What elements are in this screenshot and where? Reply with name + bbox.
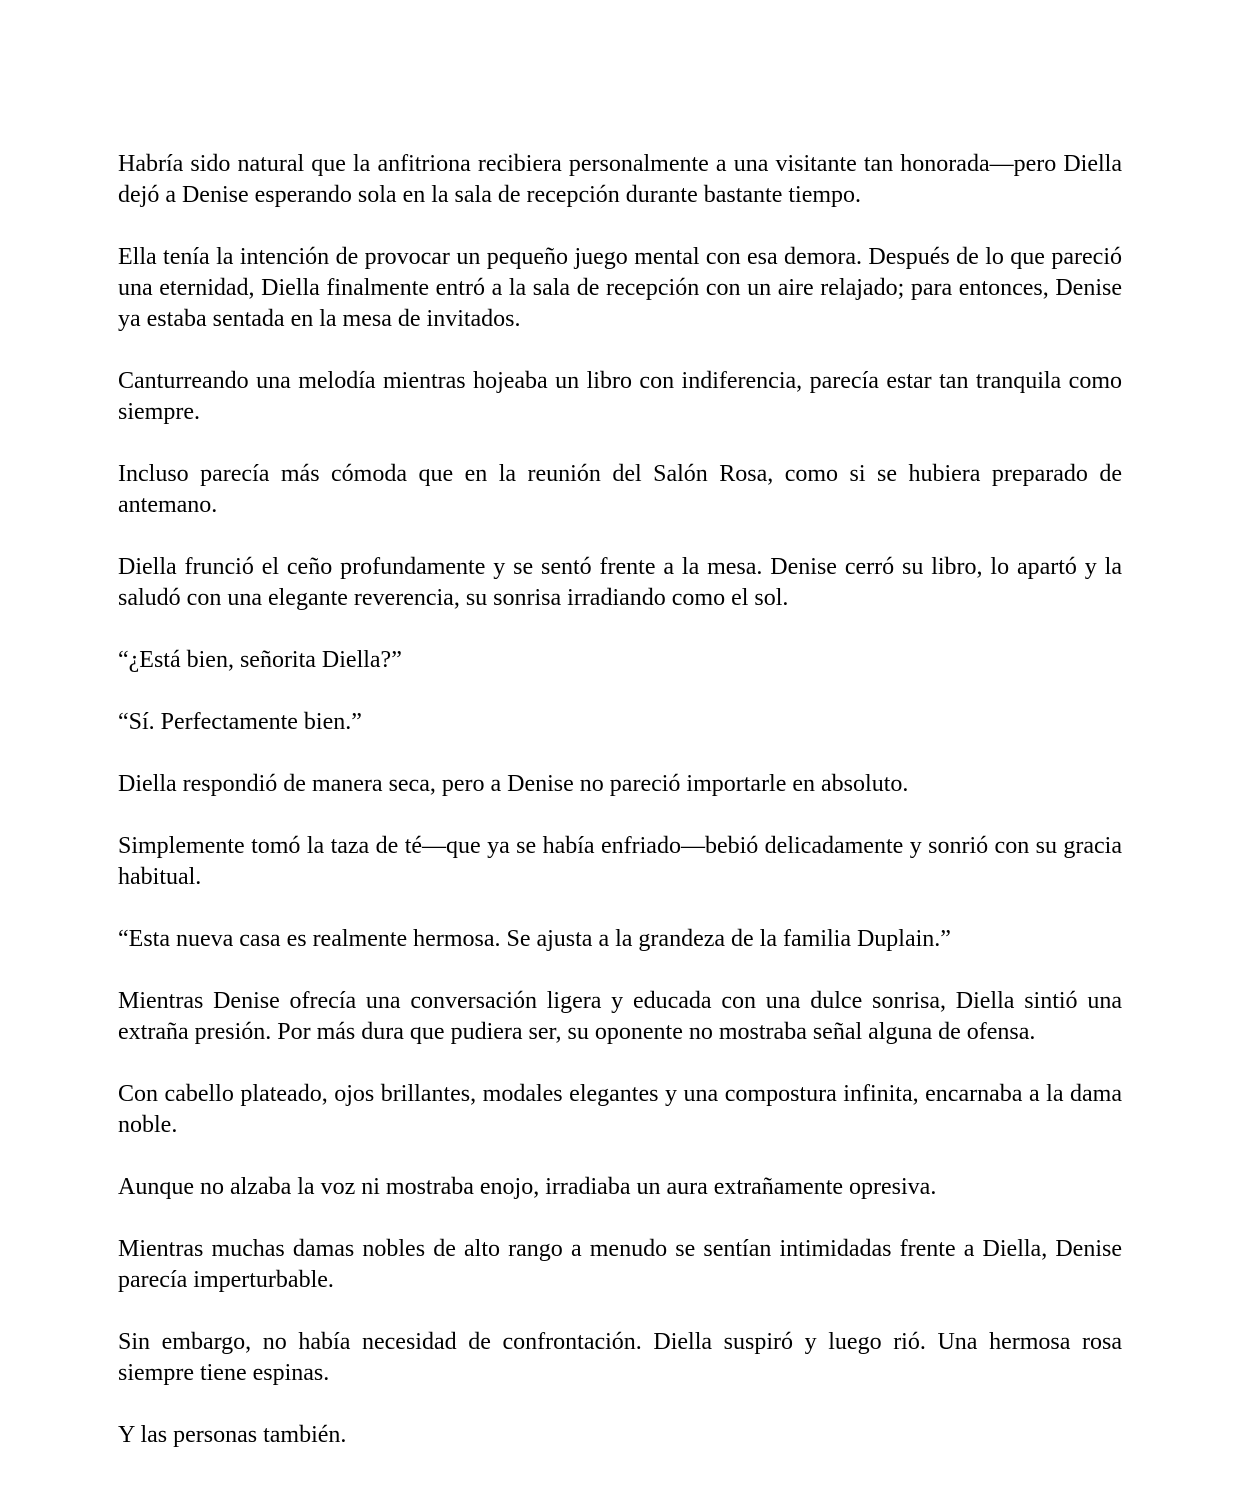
paragraph: Habría sido natural que la anfitriona recibiera personalmente a una visitante tan honorada—pero Diella dejó a Denise esperando sola en la sala de recepción durante bastante tiempo. bbox=[118, 151, 1122, 208]
paragraph: Diella respondió de manera seca, pero a Denise no pareció importarle en absoluto. bbox=[118, 771, 909, 797]
paragraph: Con cabello plateado, ojos brillantes, modales elegantes y una compostura infinita, encarnaba a la dama noble. bbox=[118, 1081, 1122, 1138]
paragraph: Y las personas también. bbox=[118, 1422, 347, 1448]
paragraph: Aunque no alzaba la voz ni mostraba enojo, irradiaba un aura extrañamente opresiva. bbox=[118, 1174, 937, 1200]
paragraph: Diella frunció el ceño profundamente y se sentó frente a la mesa. Denise cerró su libro, lo apartó y la saludó con una elegante reverencia, su sonrisa irradiando como el sol. bbox=[118, 554, 1122, 611]
paragraph: Canturreando una melodía mientras hojeaba un libro con indiferencia, parecía estar tan tranquila como siempre. bbox=[118, 368, 1122, 425]
document-body bbox=[118, 149, 1122, 1482]
dialogue-line: “Sí. Perfectamente bien.” bbox=[118, 709, 362, 735]
dialogue-line: “¿Está bien, señorita Diella?” bbox=[118, 647, 402, 673]
paragraph: Ella tenía la intención de provocar un pequeño juego mental con esa demora. Después de lo que pareció una eternidad, Diella finalmente entró a la sala de recepción con un aire relajado; para entonces, Denise ya estaba sentada en la mesa de invitados. bbox=[118, 244, 1122, 332]
paragraph: Sin embargo, no había necesidad de confrontación. Diella suspiró y luego rió. Una hermosa rosa siempre tiene espinas. bbox=[118, 1329, 1122, 1386]
paragraph: Mientras muchas damas nobles de alto rango a menudo se sentían intimidadas frente a Diella, Denise parecía imperturbable. bbox=[118, 1236, 1122, 1293]
paragraph: Simplemente tomó la taza de té—que ya se había enfriado—bebió delicadamente y sonrió con su gracia habitual. bbox=[118, 833, 1122, 890]
paragraph: Mientras Denise ofrecía una conversación ligera y educada con una dulce sonrisa, Diella sintió una extraña presión. Por más dura que pudiera ser, su oponente no mostraba señal alguna de ofensa. bbox=[118, 988, 1122, 1045]
paragraph: Incluso parecía más cómoda que en la reunión del Salón Rosa, como si se hubiera preparado de antemano. bbox=[118, 461, 1122, 518]
dialogue-line: “Esta nueva casa es realmente hermosa. Se ajusta a la grandeza de la familia Duplain.” bbox=[118, 926, 951, 952]
